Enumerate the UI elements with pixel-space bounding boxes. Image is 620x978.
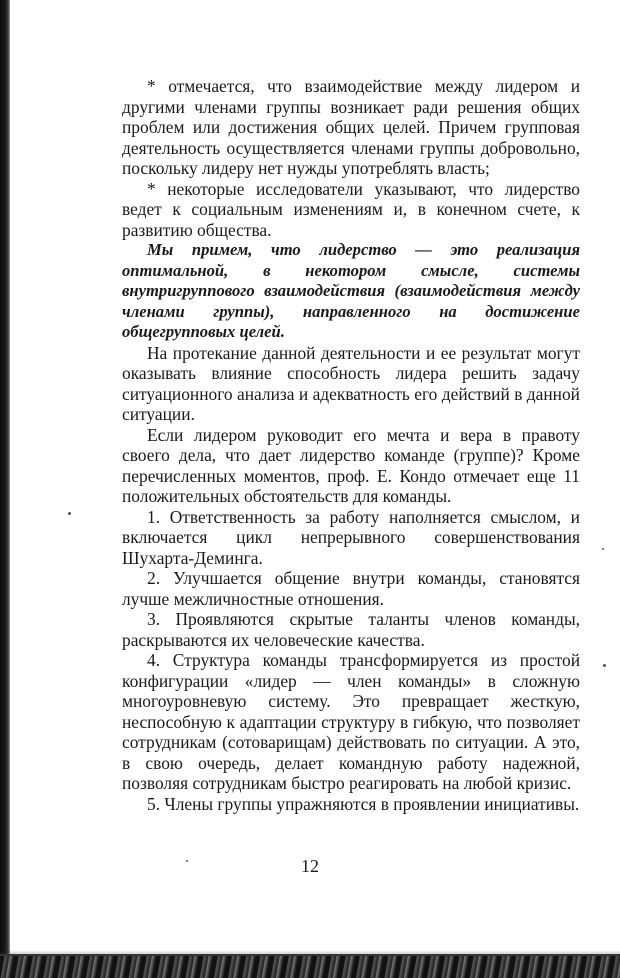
paragraph-situational-analysis: На протекание данной деятельности и ее результат могут оказывать влияние способность лидера решить задачу ситуационного анализа и адекватность его действий в данной ситуации. (122, 342, 580, 424)
list-item-1-responsibility: 1. Ответственность за работу наполняется смыслом, и включается цикл непрерывного совершенствования Шухарта-Деминга. (122, 506, 580, 568)
scan-speck (68, 512, 71, 515)
list-item-5-initiative: 5. Члены группы упражняются в проявлении инициативы. (147, 793, 580, 814)
paragraph-social-change: * некоторые исследователи указывают, что лидерство ведет к социальным изменениям и, в конечном счете, к развитию общества. (122, 178, 580, 240)
scan-left-edge (0, 0, 10, 978)
list-item-3-talents: 3. Проявляются скрытые таланты членов команды, раскрываются их человеческие качества. (122, 609, 580, 650)
scan-speck (603, 664, 606, 667)
page-text-block (122, 76, 580, 814)
paragraph-interaction-purpose: * отмечается, что взаимодействие между лидером и другими членами группы возникает ради решения общих проблем или достижения общих целей. Причем групповая деятельность осуществляется членами группы добровольно, поскольку лидеру нет нужды употреблять власть; (122, 76, 580, 178)
page-number: 12 (301, 856, 319, 876)
paragraph-kondo-intro: Если лидером руководит его мечта и вера в правоту своего дела, что дает лидерство команде (группе)? Кроме перечисленных моментов, проф. Е. Кондо отмечает еще 11 положительных обстоятельств для команды. (122, 424, 580, 506)
scan-speck (186, 860, 188, 862)
list-item-2-communication: 2. Улучшается общение внутри команды, становятся лучше межличностные отношения. (122, 568, 580, 609)
paragraph-leadership-definition: Мы примем, что лидерство — это реализация оптимальной, в некотором смысле, системы внутригруппового взаимодействия (взаимодействия между членами группы), направленного на достижение общегрупповых целей. (122, 240, 580, 341)
scan-bottom-edge (0, 954, 620, 978)
scan-speck (602, 548, 604, 550)
list-item-4-structure: 4. Структура команды трансформируется из простой конфигурации «лидер — член команды» в сложную многоуровневую систему. Это превращает жесткую, неспособную к адаптации структуру в гибкую, что позволяет сотрудникам (сотоварищам) действовать по ситуации. А это, в свою очередь, делает командную работу надежной, позволяя сотрудникам быстро реагировать на любой кризис. (122, 650, 580, 793)
